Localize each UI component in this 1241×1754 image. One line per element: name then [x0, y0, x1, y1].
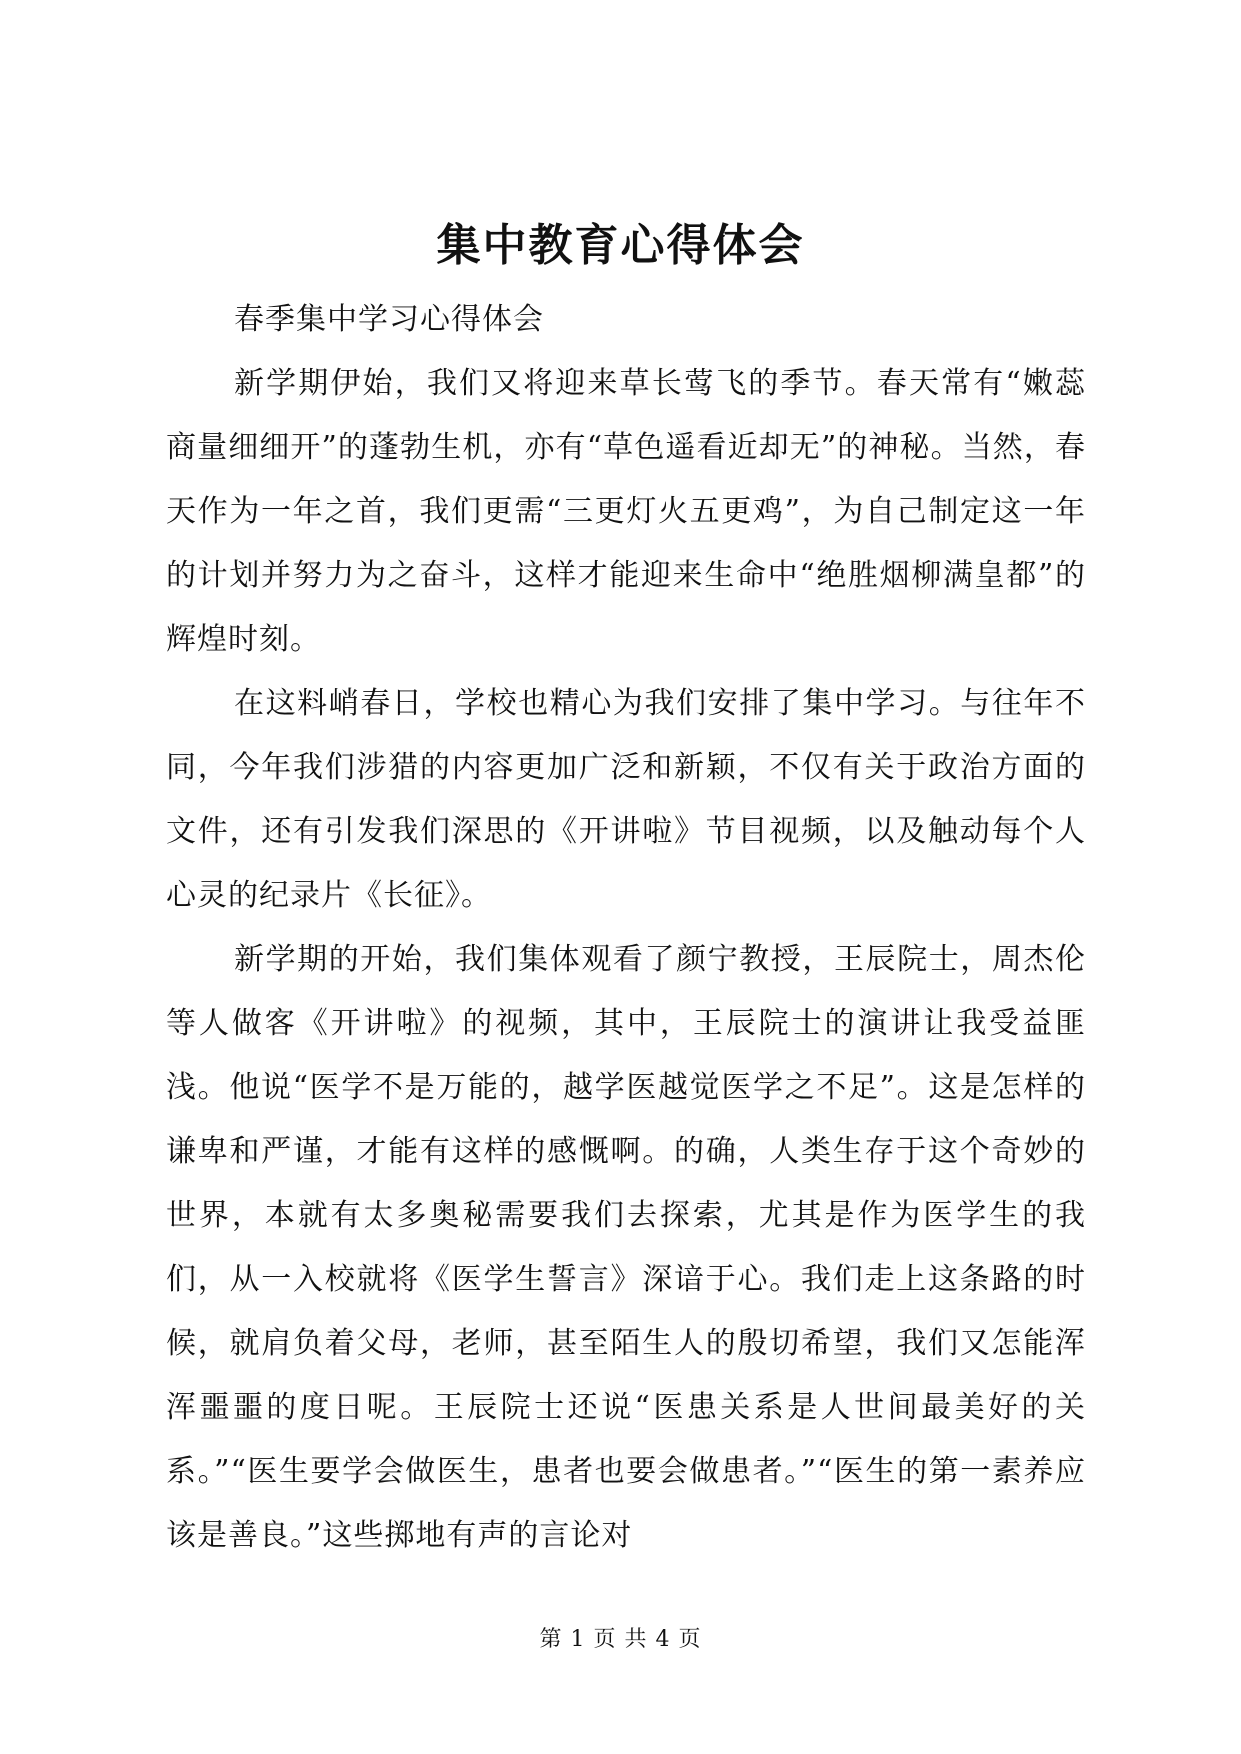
document-title: 集中教育心得体会: [436, 220, 805, 271]
paragraph-2: 在这料峭春日，学校也精心为我们安排了集中学习。与往年不同，今年我们涉猎的内容更加广泛和新颖，不仅有关于政治方面的文件，还有引发我们深思的《开讲啦》节目视频，以及触动每个人心灵的纪录片《长征》。: [166, 686, 1086, 913]
document-body: [166, 288, 1086, 1568]
page-number-footer: 第 1 页 共 4 页: [539, 1627, 702, 1652]
document-subtitle: 春季集中学习心得体会: [234, 302, 544, 337]
paragraph-1: 新学期伊始，我们又将迎来草长莺飞的季节。春天常有“嫩蕊商量细细开”的蓬勃生机，亦有“草色遥看近却无”的神秘。当然，春天作为一年之首，我们更需“三更灯火五更鸡”，为自己制定这一年的计划并努力为之奋斗，这样才能迎来生命中“绝胜烟柳满皇都”的辉煌时刻。: [166, 366, 1086, 657]
paragraph-3: 新学期的开始，我们集体观看了颜宁教授，王辰院士，周杰伦等人做客《开讲啦》的视频，其中，王辰院士的演讲让我受益匪浅。他说“医学不是万能的，越学医越觉医学之不足”。这是怎样的谦卑和严谨，才能有这样的感慨啊。的确，人类生存于这个奇妙的世界，本就有太多奥秘需要我们去探索，尤其是作为医学生的我们，从一入校就将《医学生誓言》深谙于心。我们走上这条路的时候，就肩负着父母，老师，甚至陌生人的殷切希望，我们又怎能浑浑噩噩的度日呢。王辰院士还说“医患关系是人世间最美好的关系。”“医生要学会做医生，患者也要会做患者。”“医生的第一素养应该是善良。”这些掷地有声的言论对: [166, 942, 1086, 1553]
